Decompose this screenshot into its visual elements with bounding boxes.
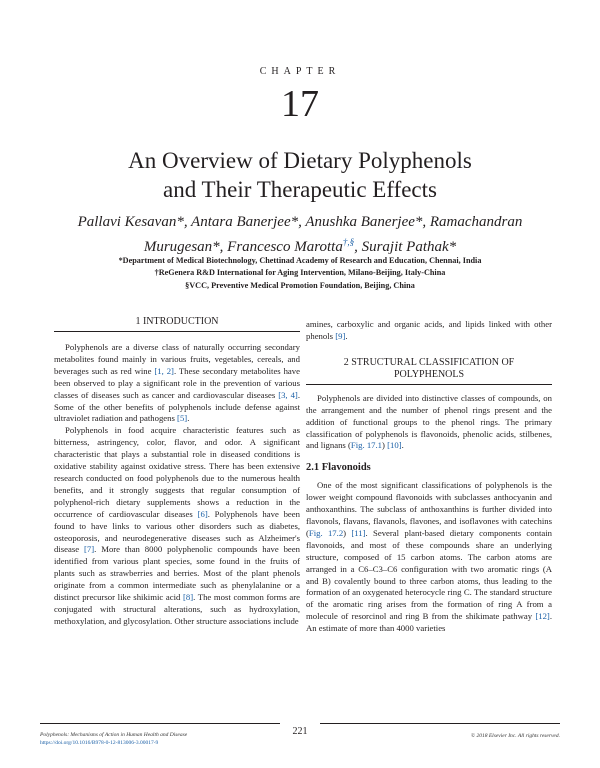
paragraph-4: One of the most significant classifications of polyphenols is the lower weight compound flavonoids with subclasses anthocyanin and anthoxanthins. The subclass of anthoxanthins is further divided into flavonols, flavans, flavanols, flavones, and isoflavones with catechins (Fig. 17.2) [11]. Several plant-based dietary components contain flavonoids, and most of these compounds share an underlying structure, composed of 15 carbon atoms. The carbon atoms are arranged in a C6–C3–C6 configuration with two aromatic rings (A and B) covalently bound to three carbon atoms, thus leading to the formation of an oxygenated heterocycle ring C. The standard structure of the aromatic ring arises from the formation of ring A from a molecule of resorcinol and ring B from the shikimate pathway [12]. An estimate of more than 4000 varieties	[306, 480, 552, 634]
citation-link[interactable]: [10]	[387, 440, 402, 451]
left-column	[54, 316, 300, 628]
paragraph-continued: amines, carboxylic and organic acids, and lipids linked with other phenols [9].	[306, 319, 552, 341]
section-heading-introduction: 1 INTRODUCTION	[54, 316, 300, 332]
paragraph-2: Polyphenols in food acquire characteristic features such as bitterness, astringency, color, flavor, and odor. A significant characteristic that plays a substantial role in diseased conditions is oxidative stability against oxidative stress. There has been extensive research conducted on food polyphenols due to the numerous health benefits, and it strongly suggests that regular consumption of polyphenol-rich dietary supplements shows a reduction in the occurrence of cardiovascular diseases [6]. Polyphenols have been found to have links to various other disorders such as diabetes, osteoporosis, and neurodegenerative diseases such as Alzheimer's disease [7]. More than 8000 polyphenolic compounds have been identified from various plant species, some found in the fruits of plants such as strawberries and berries. Most of the plant phenols originate from a common intermediate such as phenylalanine or a distinct precursor like shikimic acid [8]. The most common forms are conjugated with structural alterations, such as hydroxylation, methoxylation, and glycosylation. Other structure associations include	[54, 425, 300, 626]
author-list	[40, 212, 560, 257]
citation-link[interactable]: [6]	[197, 508, 208, 519]
subsection-heading-flavonoids: 2.1 Flavonoids	[306, 462, 371, 474]
section-heading-rule	[306, 384, 552, 385]
section-heading-structural-classification: 2 STRUCTURAL CLASSIFICATION OF POLYPHENOLS	[343, 356, 515, 380]
chapter-number: 17	[281, 83, 319, 125]
citation-link[interactable]: [3, 4]	[278, 389, 298, 400]
figure-link[interactable]: Fig. 17.1	[350, 440, 383, 451]
citation-link[interactable]: [5]	[177, 413, 188, 424]
citation-link[interactable]: [8]	[182, 592, 194, 603]
author-affil-marks: †,§	[342, 237, 355, 247]
citation-link[interactable]: [1, 2]	[154, 365, 174, 376]
affiliation-1: *Department of Medical Biotechnology, Chettinad Academy of Research and Education, Chennai, India	[118, 256, 482, 265]
right-column	[306, 319, 552, 635]
footer-book-info	[40, 731, 290, 747]
affiliation-2: †ReGenera R&D International for Aging Intervention, Milano-Beijing, Italy-China	[154, 268, 446, 277]
footer-book-title: Polyphenols: Mechanisms of Action in Human Health and Disease	[40, 732, 188, 738]
footer-copyright: © 2018 Elsevier Inc. All rights reserved.	[470, 733, 560, 739]
author-line-2a: Murugesan*, Francesco Marotta	[143, 239, 343, 255]
title-line-1: An Overview of Dietary Polyphenols	[128, 148, 472, 173]
affiliation-3: §VCC, Preventive Medical Promotion Foundation, Beijing, China	[185, 281, 415, 290]
footer-doi-link[interactable]: https://doi.org/10.1016/B978-0-12-813006-3.00017-9	[40, 740, 159, 746]
figure-link[interactable]: Fig. 17.2	[308, 527, 344, 538]
chapter-title	[0, 146, 600, 204]
chapter-label: CHAPTER	[259, 66, 341, 77]
citation-link[interactable]: [7]	[84, 544, 95, 555]
page-number: 221	[292, 726, 308, 737]
citation-link[interactable]: [11]	[351, 527, 366, 538]
paragraph-3: Polyphenols are divided into distinctive classes of compounds, on the arrangement and the number of phenol rings present and the addition of functional groups to the phenol rings. The primary classification of polyphenols is flavonoids, phenolic acids, stilbenes, and lignans (Fig. 17.1) [10].	[306, 392, 552, 451]
citation-link[interactable]: [9]	[335, 330, 346, 341]
footer-rule-left	[40, 723, 280, 724]
citation-link[interactable]: [12]	[535, 611, 550, 622]
footer-rule-right	[320, 723, 560, 724]
author-line-2	[40, 232, 560, 257]
title-line-2: and Their Therapeutic Effects	[163, 177, 437, 202]
author-line-2b: , Surajit Pathak*	[354, 239, 457, 255]
author-line-1: Pallavi Kesavan*, Antara Banerjee*, Anushka Banerjee*, Ramachandran	[77, 214, 523, 230]
paragraph-1: Polyphenols are a diverse class of naturally occurring secondary metabolites found mainly in various fruits, vegetables, cereals, and beverages such as red wine [1, 2]. These secondary metabolites have been observed to play a significant role in the prevention of various classes of diseases such as cancer and cardiovascular diseases [3, 4]. Some of the other benefits of polyphenols include defense against ultraviolet radiation and pathogens [5].	[54, 342, 300, 424]
